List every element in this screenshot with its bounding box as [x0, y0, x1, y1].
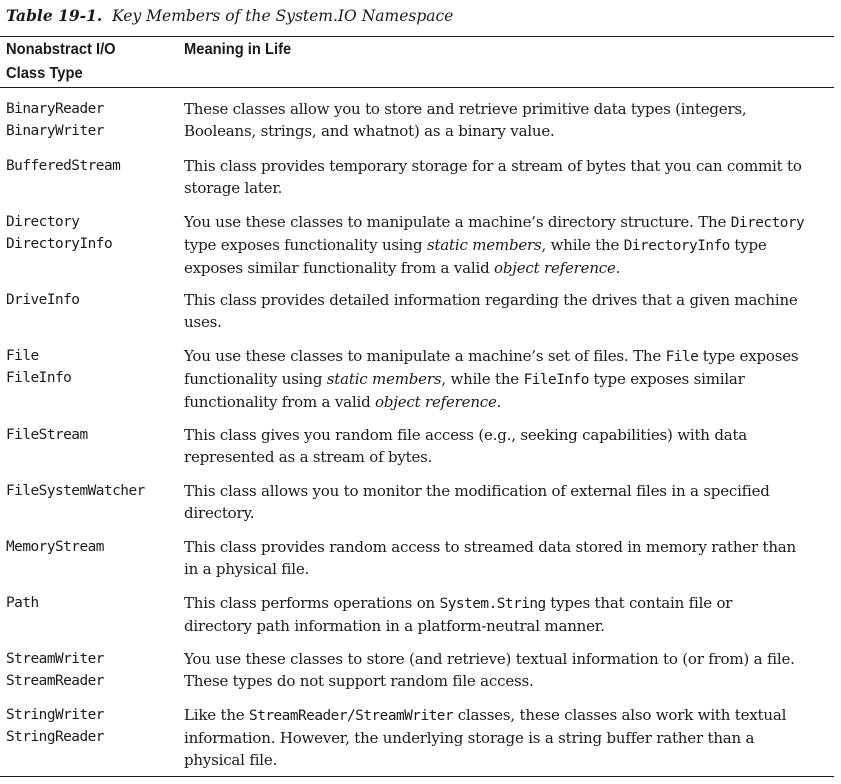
class-name: FileStream — [6, 427, 88, 443]
column-header-class-type — [6, 38, 168, 86]
header-rule — [0, 87, 834, 88]
description-text: types that contain file or — [545, 594, 733, 612]
class-name-cell — [6, 480, 181, 502]
description-text: This class provides temporary storage for a stream of bytes that you can commit to — [184, 157, 802, 175]
description-text: physical file. — [184, 751, 278, 769]
description-cell — [184, 536, 824, 580]
class-name: Directory — [6, 214, 80, 230]
description-text: type exposes functionality using — [184, 236, 427, 254]
description-cell — [184, 345, 824, 413]
class-name-cell — [6, 424, 181, 446]
description-text: You use these classes to manipulate a machine’s directory structure. The — [184, 213, 731, 231]
inline-code: StreamReader/StreamWriter — [249, 708, 454, 724]
class-name: MemoryStream — [6, 539, 104, 555]
description-cell — [184, 704, 824, 771]
description-cell — [184, 289, 824, 333]
class-name-cell — [6, 211, 181, 255]
class-name: BinaryReader — [6, 101, 104, 117]
table-caption — [6, 5, 453, 29]
class-name: FileInfo — [6, 370, 72, 386]
description-text: These classes allow you to store and retrieve primitive data types (integers, — [184, 100, 747, 118]
class-name-cell — [6, 704, 181, 748]
inline-code: Directory — [730, 215, 805, 231]
column-header-meaning: Meaning in Life — [184, 41, 292, 58]
description-cell — [184, 592, 824, 637]
class-name-cell — [6, 289, 181, 311]
class-name-cell — [6, 592, 181, 614]
description-text: This class performs operations on — [184, 594, 440, 612]
inline-code: File — [665, 349, 699, 365]
description-text: uses. — [184, 313, 222, 331]
class-name-cell — [6, 155, 181, 177]
class-name: DirectoryInfo — [6, 236, 113, 252]
column-header-line: Nonabstract I/O — [6, 41, 116, 58]
description-text: . — [496, 393, 502, 411]
description-text: This class provides random access to streamed data stored in memory rather than — [184, 538, 797, 556]
description-text: These types do not support random file access. — [184, 672, 534, 690]
description-text: in a physical file. — [184, 560, 310, 578]
emphasis-text: object reference — [375, 393, 497, 411]
description-text: type exposes — [698, 347, 799, 365]
description-text: This class allows you to monitor the modification of external files in a specified — [184, 482, 770, 500]
table-bottom-rule — [0, 776, 834, 777]
description-text: This class gives you random file access (e.g., seeking capabilities) with data — [184, 426, 748, 444]
description-text: functionality from a valid — [184, 393, 376, 411]
description-text: This class provides detailed information regarding the drives that a given machine — [184, 291, 798, 309]
class-name: StreamWriter — [6, 651, 104, 667]
description-cell — [184, 98, 824, 142]
class-name: FileSystemWatcher — [6, 483, 145, 499]
description-text: , while the — [441, 370, 524, 388]
description-text: You use these classes to manipulate a machine’s set of files. The — [184, 347, 666, 365]
inline-code: DirectoryInfo — [623, 238, 730, 254]
description-text: You use these classes to store (and retrieve) textual information to (or from) a file. — [184, 650, 795, 668]
description-cell — [184, 480, 824, 524]
description-text: type exposes similar — [588, 370, 745, 388]
class-name: DriveInfo — [6, 292, 80, 308]
emphasis-text: static members — [326, 370, 442, 388]
class-name: BufferedStream — [6, 158, 121, 174]
class-name: File — [6, 348, 39, 364]
inline-code: FileInfo — [523, 372, 589, 388]
description-text: information. However, the underlying storage is a string buffer rather than a — [184, 729, 755, 747]
description-cell — [184, 648, 824, 692]
description-text: classes, these classes also work with textual — [453, 706, 787, 724]
description-cell — [184, 155, 824, 199]
class-name-cell — [6, 345, 181, 389]
description-cell — [184, 424, 824, 468]
class-name: BinaryWriter — [6, 123, 104, 139]
description-text: exposes similar functionality from a valid — [184, 259, 495, 277]
description-text: Like the — [184, 706, 250, 724]
column-header-line: Class Type — [6, 65, 83, 82]
description-text: functionality using — [184, 370, 327, 388]
class-name: StringWriter — [6, 707, 104, 723]
class-name: StringReader — [6, 729, 104, 745]
emphasis-text: object reference — [494, 259, 616, 277]
description-text: directory. — [184, 504, 255, 522]
description-text: type — [729, 236, 767, 254]
description-text: represented as a stream of bytes. — [184, 448, 433, 466]
inline-code: System.String — [439, 596, 546, 612]
class-name-cell — [6, 648, 181, 692]
emphasis-text: static members — [426, 236, 542, 254]
table-title: Key Members of the System.IO Namespace — [112, 7, 454, 25]
table-number: Table 19-1. — [6, 6, 103, 25]
class-name: Path — [6, 595, 39, 611]
description-text: storage later. — [184, 179, 283, 197]
description-text: Booleans, strings, and whatnot) as a binary value. — [184, 122, 555, 140]
class-name: StreamReader — [6, 673, 104, 689]
description-cell — [184, 211, 824, 279]
class-name-cell — [6, 98, 181, 142]
description-text: directory path information in a platform-neutral manner. — [184, 617, 605, 635]
class-name-cell — [6, 536, 181, 558]
description-text: . — [615, 259, 621, 277]
description-text: , while the — [541, 236, 624, 254]
